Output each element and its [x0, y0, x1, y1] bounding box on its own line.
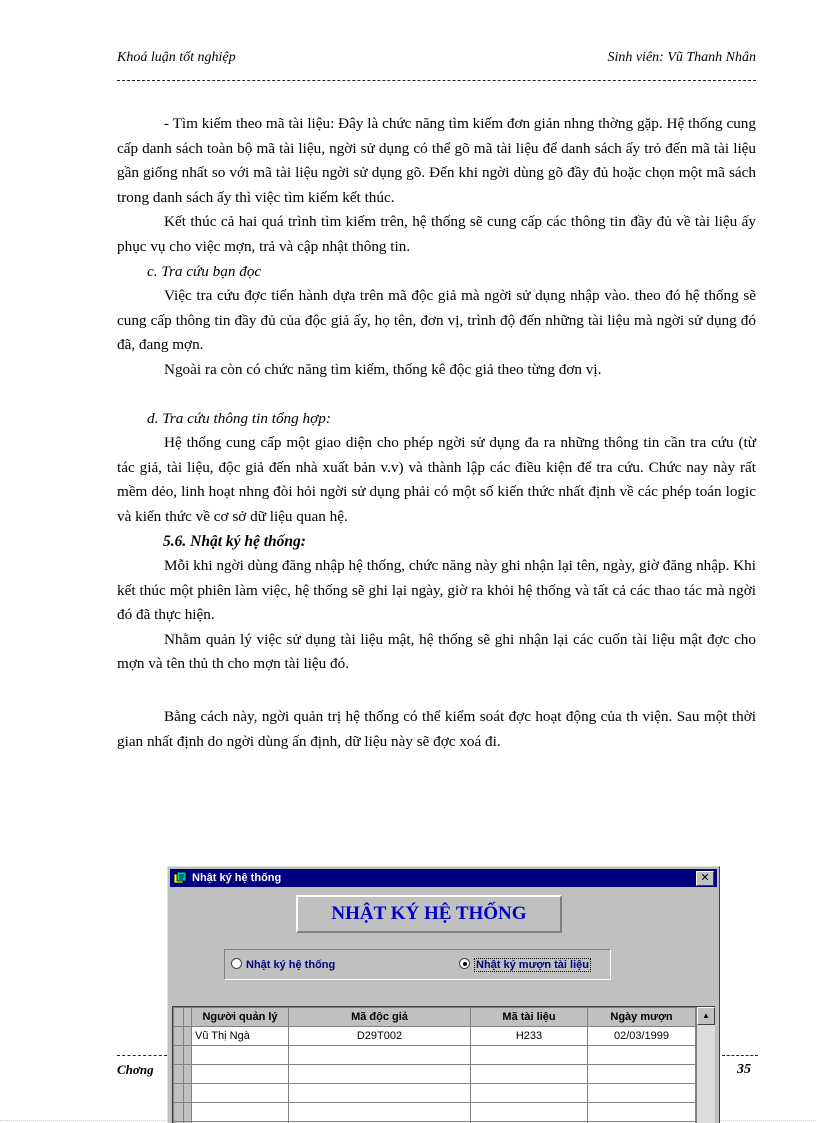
- cell-manager[interactable]: Vũ Thị Ngà: [192, 1027, 289, 1046]
- close-icon: ✕: [700, 872, 710, 884]
- paragraph-admin-control: Bằng cách này, ngời quản trị hệ thống có thể kiểm soát đợc hoạt động của th viện. Sau một thời gian nhất định do ngời dùng ấn định, dữ liệu này sẽ đợc xoá đi.: [117, 708, 756, 750]
- footer-divider-left: [117, 1055, 167, 1056]
- cell-document-id[interactable]: H233: [471, 1027, 588, 1046]
- paragraph-reader-stats: Ngoài ra còn có chức năng tìm kiếm, thống kê độc giả theo từng đơn vị.: [164, 360, 602, 378]
- row-selector-header-2: [184, 1008, 192, 1027]
- radio-checked-icon[interactable]: [459, 958, 470, 969]
- log-type-radio-group: [224, 949, 611, 980]
- column-header-borrow-date[interactable]: Ngày mượn: [588, 1008, 696, 1027]
- column-header-manager[interactable]: Người quản lý: [192, 1008, 289, 1027]
- subheading-reader-lookup: c. Tra cứu bạn đọc: [147, 262, 262, 280]
- header-divider: [117, 80, 756, 81]
- page-number: 35: [737, 1062, 751, 1077]
- table-header-row: [174, 1008, 696, 1027]
- radio-unchecked-icon[interactable]: [231, 958, 242, 969]
- section-heading-system-log: 5.6. Nhật ký hệ thống:: [163, 532, 306, 550]
- radio-system-log-label: Nhật ký hệ thống: [246, 959, 336, 971]
- row-selector-header: [174, 1008, 184, 1027]
- app-icon: [173, 871, 187, 885]
- scroll-up-arrow-icon[interactable]: ▲: [697, 1007, 715, 1025]
- log-data-grid: [172, 1006, 715, 1123]
- cell-borrow-date[interactable]: 02/03/1999: [588, 1027, 696, 1046]
- paragraph-search-result: Kết thúc cả hai quá trình tìm kiếm trên, hệ thống sẽ cung cấp các thông tin đầy đủ về tài liệu ấy phục vụ cho việc mợn, trả và cập nhật thông tin.: [117, 213, 756, 255]
- column-header-document-id[interactable]: Mã tài liệu: [471, 1008, 588, 1027]
- column-header-reader-id[interactable]: Mã độc giả: [289, 1008, 471, 1027]
- footer-divider-right: [722, 1055, 758, 1056]
- system-log-window: [167, 866, 720, 1123]
- radio-system-log[interactable]: [231, 958, 335, 971]
- table-row[interactable]: [174, 1084, 696, 1103]
- table-row[interactable]: [174, 1103, 696, 1122]
- table-row[interactable]: [174, 1065, 696, 1084]
- window-titlebar[interactable]: [170, 869, 717, 887]
- cell-reader-id[interactable]: D29T002: [289, 1027, 471, 1046]
- radio-borrow-log[interactable]: [459, 958, 591, 971]
- log-table: [173, 1007, 696, 1123]
- vertical-scrollbar[interactable]: [696, 1007, 715, 1123]
- body-text: [117, 112, 756, 754]
- footer-chapter: Chơng: [117, 1062, 154, 1077]
- window-title: Nhật ký hệ thống: [192, 872, 282, 884]
- close-button[interactable]: [696, 871, 714, 886]
- paragraph-reader-lookup: Việc tra cứu đợc tiến hành dựa trên mã độc giả mà ngời sử dụng nhập vào. theo đó hệ thống sẽ cung cấp thông tin đầy đủ của độc giả ấy, họ tên, đơn vị, trình độ đến những tài liệu mà ngời sử dụng đó đã, đang mợn.: [117, 287, 756, 354]
- table-row[interactable]: [174, 1027, 696, 1046]
- subheading-general-lookup: d. Tra cứu thông tin tổng hợp:: [147, 409, 331, 427]
- paragraph-general-lookup: Hệ thống cung cấp một giao diện cho phép ngời sử dụng đa ra những thông tin cần tra cứu (từ tác giả, tài liệu, độc giả đến nhà xuất bản v.v) và thành lập các điều kiện để tra cứu. Chức nay này rất mềm dẻo, linh hoạt nhng đòi hỏi ngời sử dụng phải có một số kiến thức nhất định về các phép toán logic và kiến thức về cơ sở dữ liệu quan hệ.: [117, 434, 756, 525]
- paragraph-login-log: Mỗi khi ngời dùng đăng nhập hệ thống, chức năng này ghi nhận lại tên, ngày, giờ đăng nhập. Khi kết thúc một phiên làm việc, hệ thống sẽ ghi lại ngày, giờ ra khỏi hệ thống và tất cả các thao tác mà ngời đó đã thực hiện.: [117, 557, 756, 624]
- header-right: Sinh viên: Vũ Thanh Nhân: [607, 50, 756, 65]
- paragraph-secret-docs: Nhằm quản lý việc sử dụng tài liệu mật, hệ thống sẽ ghi nhận lại các cuốn tài liệu mật đợc cho mợn và tên thủ th cho mợn tài liệu đó.: [117, 630, 756, 673]
- radio-borrow-log-label: Nhật ký mượn tài liệu: [476, 959, 589, 971]
- paragraph-search-by-code: - Tìm kiếm theo mã tài liệu: Đây là chức năng tìm kiếm đơn giản nhng thờng gặp. Hệ thống cung cấp danh sách toàn bộ mã tài liệu, ngời sử dụng có thể gõ mã tài liệu để danh sách ấy trỏ đến mã tài liệu gần giống nhất so với mã tài liệu ngời sử dụng gõ. Đến khi ngời dùng gõ đầy đủ hoặc chọn một mã sách trong danh sách ấy thì việc tìm kiếm kết thúc.: [117, 115, 756, 206]
- header-left: Khoá luận tốt nghiệp: [117, 50, 236, 65]
- log-banner-title: NHẬT KÝ HỆ THỐNG: [296, 895, 562, 933]
- table-row[interactable]: [174, 1046, 696, 1065]
